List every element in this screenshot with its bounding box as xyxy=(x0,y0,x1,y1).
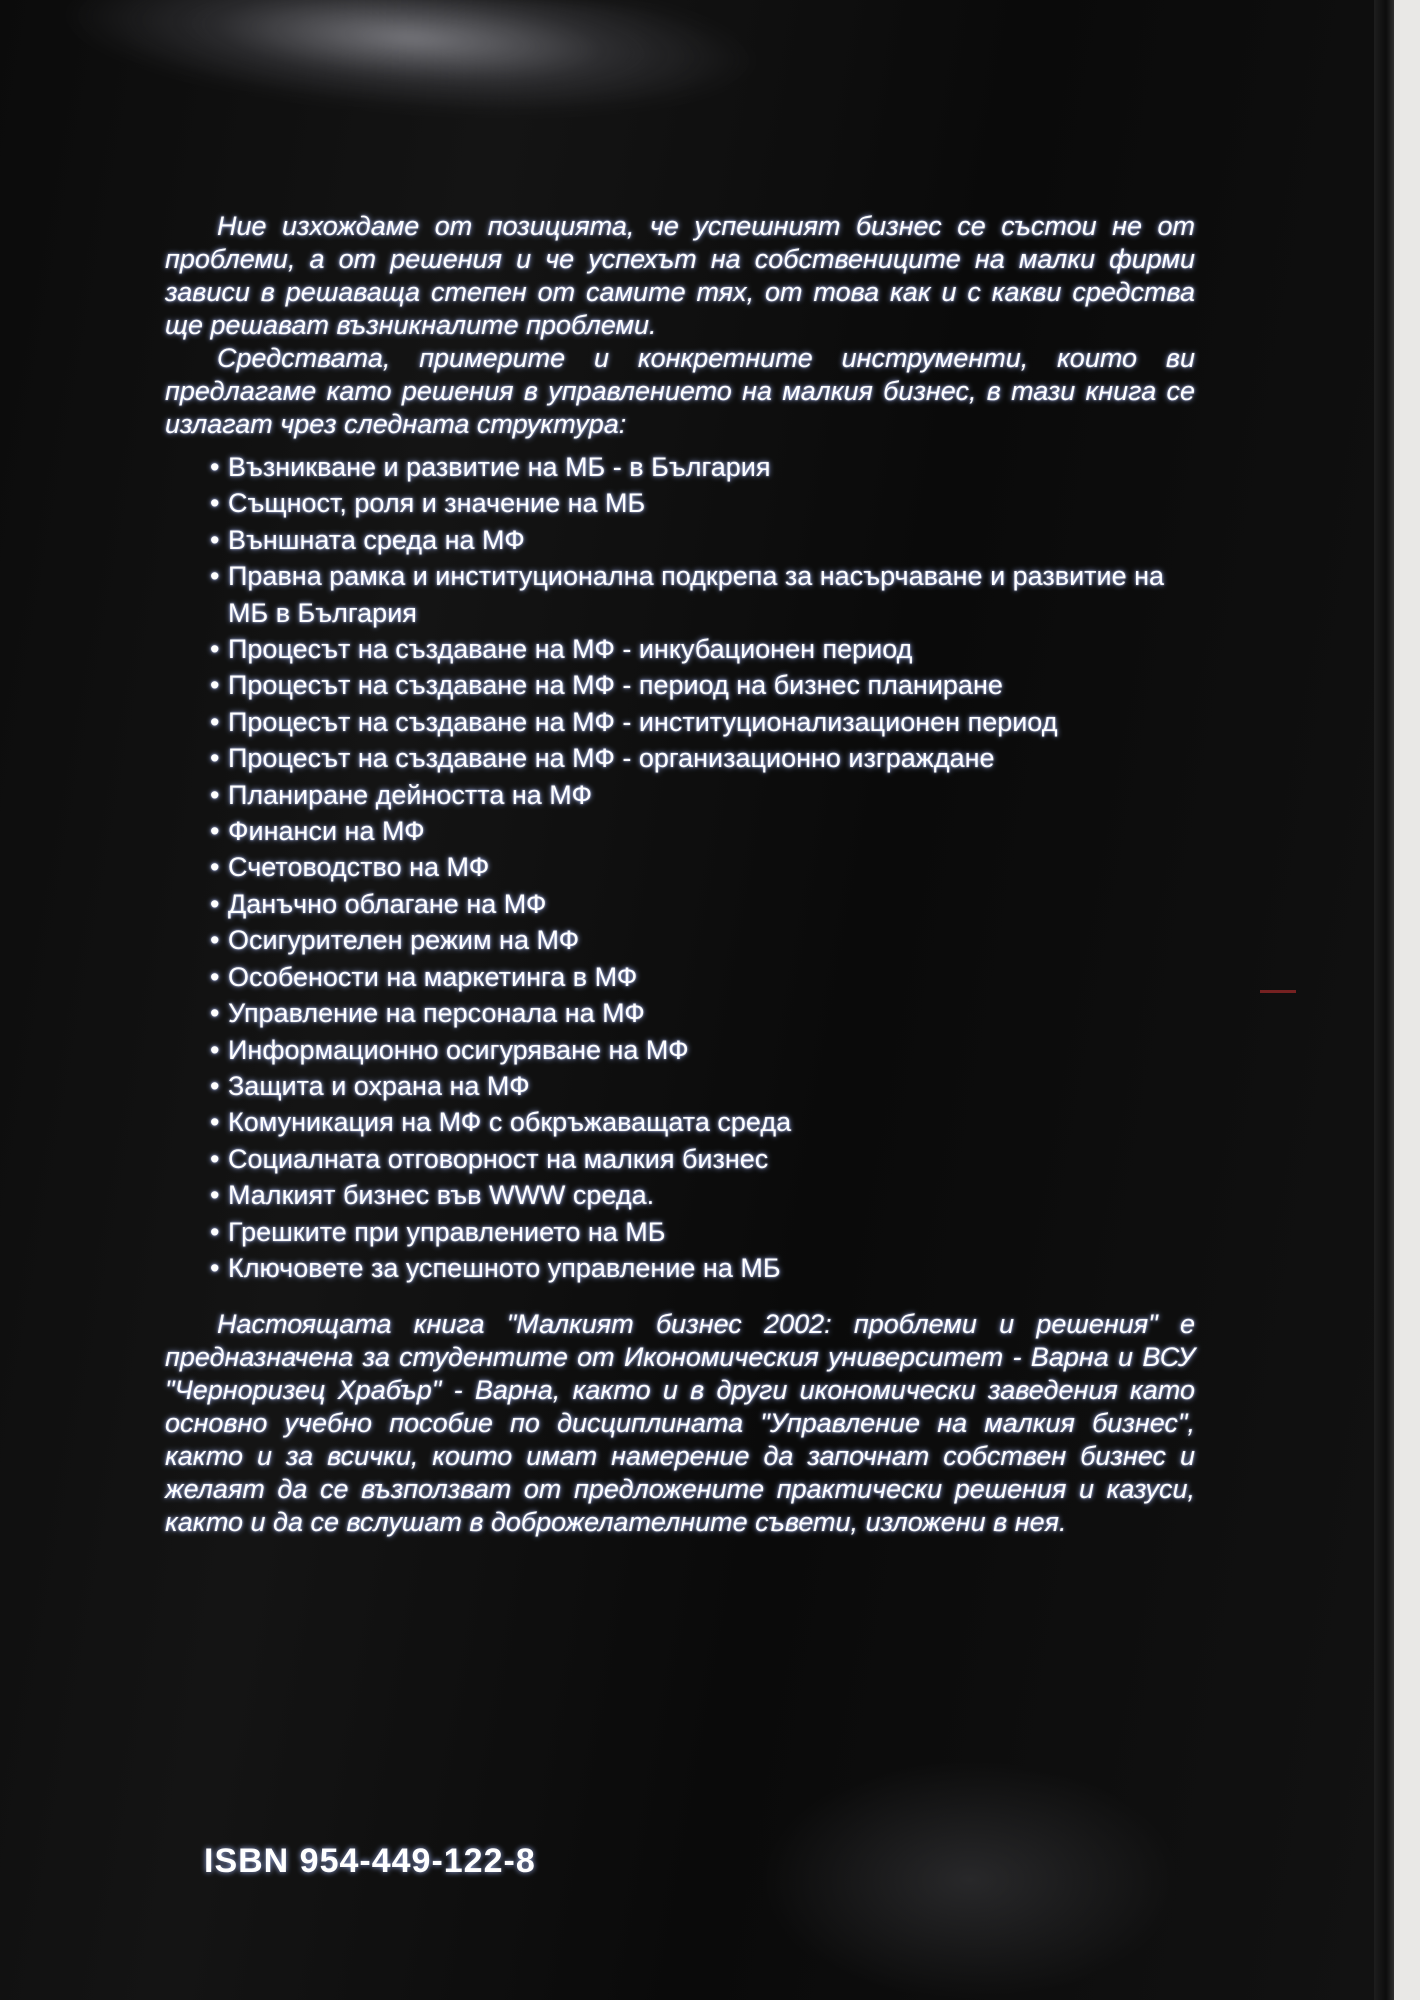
bullet-icon: • xyxy=(210,452,220,482)
topic-label: Процесът на създаване на МФ - институционализационен период xyxy=(228,706,1058,737)
topic-list-item xyxy=(210,995,1195,1031)
topic-label: Планиране дейността на МФ xyxy=(228,779,592,810)
bullet-icon: • xyxy=(210,779,220,810)
topic-list-item xyxy=(210,849,1195,885)
bullet-icon: • xyxy=(210,925,220,956)
bullet-icon: • xyxy=(210,816,220,847)
topic-list-item xyxy=(210,959,1195,995)
topic-list-item xyxy=(210,631,1195,667)
topics-list xyxy=(165,449,1195,1286)
topic-label: Правна рамка и институционална подкрепа за насърчаване и развитие на МБ в България xyxy=(228,561,1165,628)
topic-label: Защита и охрана на МФ xyxy=(228,1070,530,1101)
intro-paragraph-1: Ние изхождаме от позицията, че успешният бизнес се състои не от проблеми, а от решения и че успехът на собствениците на малки фирми зависи в решаваща степен от самите тях, от това как и с какви средства ще решават възникналите проблеми. xyxy=(165,211,1195,340)
light-glare xyxy=(57,0,764,134)
bullet-icon: • xyxy=(210,1070,220,1101)
topic-list-item xyxy=(210,485,1195,521)
bullet-icon: • xyxy=(210,743,220,774)
topic-label: Счетоводство на МФ xyxy=(228,852,490,883)
bullet-icon: • xyxy=(210,888,220,919)
topic-label: Грешките при управлението на МБ xyxy=(228,1216,666,1247)
topic-list-item xyxy=(210,1177,1195,1213)
bullet-icon: • xyxy=(210,852,220,883)
topic-list-item xyxy=(210,1104,1195,1140)
book-edge xyxy=(1374,0,1394,2000)
topic-list-item xyxy=(210,1141,1195,1177)
topic-list-item xyxy=(210,777,1195,813)
topic-label: Възникване и развитие на МБ - в България xyxy=(228,452,771,482)
topic-label: Данъчно облагане на МФ xyxy=(228,888,547,919)
topic-list-item xyxy=(210,522,1195,558)
topic-label: Външната среда на МФ xyxy=(228,524,525,555)
red-scratch-mark xyxy=(1260,990,1296,993)
bullet-icon: • xyxy=(210,488,220,519)
bullet-icon: • xyxy=(210,1143,220,1174)
topic-label: Комуникация на МФ с обкръжаващата среда xyxy=(228,1107,792,1138)
topic-label: Ключовете за успешното управление на МБ xyxy=(228,1252,781,1283)
bullet-icon: • xyxy=(210,1216,220,1247)
topic-label: Управление на персонала на МФ xyxy=(228,998,645,1029)
bullet-icon: • xyxy=(210,1252,220,1283)
bullet-icon: • xyxy=(210,1180,220,1211)
closing-text-block xyxy=(165,1308,1195,1539)
bullet-icon: • xyxy=(210,561,220,592)
bullet-icon: • xyxy=(210,998,220,1029)
topic-list-item xyxy=(210,449,1195,485)
bullet-icon: • xyxy=(210,670,220,701)
intro-text-block xyxy=(165,210,1195,1286)
closing-paragraph: Настоящата книга "Малкият бизнес 2002: проблеми и решения" е предназначена за студентите от Икономическия университет - Варна и ВСУ "Черноризец Храбър" - Варна, както и в други икономически заведения като основно учебно пособие по дисциплината "Управление на малкия бизнес", както и за всички, които имат намерение да започнат собствен бизнес и желаят да се възползват от предложените практически решения и казуси, както и да се вслушат в доброжелателните съвети, изложени в нея. xyxy=(165,1309,1195,1537)
topic-label: Особености на маркетинга в МФ xyxy=(228,961,638,992)
bullet-icon: • xyxy=(210,634,220,665)
topic-label: Информационно осигуряване на МФ xyxy=(228,1034,689,1065)
topic-list-item xyxy=(210,886,1195,922)
topic-list-item xyxy=(210,1250,1195,1286)
topic-label: Процесът на създаване на МФ - период на бизнес планиране xyxy=(228,670,1003,701)
topic-label: Социалната отговорност на малкия бизнес xyxy=(228,1143,769,1174)
topic-label: Процесът на създаване на МФ - инкубационен период xyxy=(228,634,913,665)
topic-label: Процесът на създаване на МФ - организационно изграждане xyxy=(228,743,995,774)
topic-list-item xyxy=(210,813,1195,849)
topic-list-item xyxy=(210,704,1195,740)
bullet-icon: • xyxy=(210,1034,220,1065)
light-glare-lower xyxy=(760,1760,1180,2000)
bullet-icon: • xyxy=(210,1107,220,1138)
bullet-icon: • xyxy=(210,524,220,555)
bullet-icon: • xyxy=(210,961,220,992)
topic-list-item xyxy=(210,740,1195,776)
bullet-icon: • xyxy=(210,706,220,737)
topic-label: Финанси на МФ xyxy=(228,816,425,847)
topic-label: Малкият бизнес във WWW среда. xyxy=(228,1180,655,1211)
topic-label: Същност, роля и значение на МБ xyxy=(228,488,646,519)
topic-label: Осигурителен режим на МФ xyxy=(228,925,580,956)
topic-list-item xyxy=(210,558,1195,631)
intro-paragraph-2: Средствата, примерите и конкретните инструменти, които ви предлагаме като решения в управлението на малкия бизнес, в тази книга се излагат чрез следната структура: xyxy=(165,343,1195,439)
topic-list-item xyxy=(210,1032,1195,1068)
topic-list-item xyxy=(210,667,1195,703)
isbn-label: ISBN 954-449-122-8 xyxy=(204,1842,536,1880)
topic-list-item xyxy=(210,1214,1195,1250)
topic-list-item xyxy=(210,1068,1195,1104)
topic-list-item xyxy=(210,922,1195,958)
